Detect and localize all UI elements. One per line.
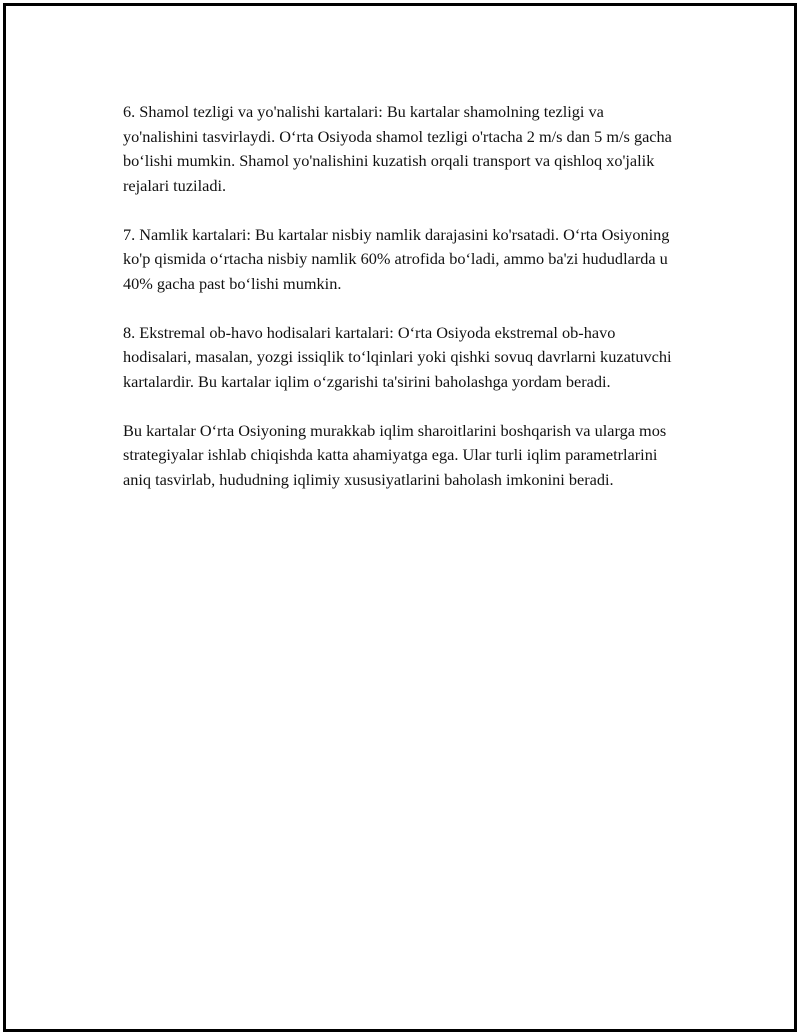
paragraph-wind-maps: 6. Shamol tezligi va yo'nalishi kartalari: Bu kartalar shamolning tezligi va yo'nalishini tasvirlaydi. O‘rta Osiyoda shamol tezligi o'rtacha 2 m/s dan 5 m/s gacha bo‘lishi mumkin. Shamol yo'nalishini kuzatish orqali transport va qishloq xo'jalik rejalari tuziladi. [123,102,672,195]
paragraph-extreme-weather-maps: 8. Ekstremal ob-havo hodisalari kartalari: O‘rta Osiyoda ekstremal ob-havo hodisalari, masalan, yozgi issiqlik to‘lqinlari yoki qishki sovuq davrlarni kuzatuvchi kartalardir. Bu kartalar iqlim o‘zgarishi ta'sirini baholashga yordam beradi. [123,322,672,391]
paragraph-humidity-maps: 7. Namlik kartalari: Bu kartalar nisbiy namlik darajasini ko'rsatadi. O‘rta Osiyoning ko'p qismida o‘rtacha nisbiy namlik 60% atrofida bo‘ladi, ammo ba'zi hududlarda u 40% gacha past bo‘lishi mumkin. [123,224,670,293]
page-frame [3,3,797,1032]
paragraph-conclusion: Bu kartalar O‘rta Osiyoning murakkab iqlim sharoitlarini boshqarish va ularga mos strategiyalar ishlab chiqishda katta ahamiyatga ega. Ular turli iqlim parametrlarini aniq tasvirlab, hududning iqlimiy xususiyatlarini baholash imkonini beradi. [123,420,667,489]
document-body [123,100,683,492]
